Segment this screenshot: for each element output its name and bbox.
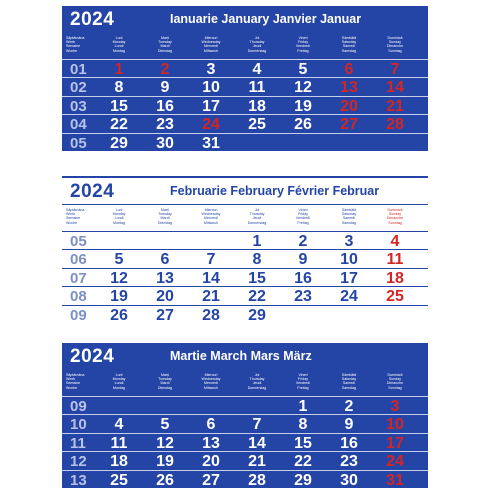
- year-label: 2024: [70, 181, 115, 202]
- week-row: [62, 96, 428, 116]
- day-cell: 10: [202, 79, 220, 97]
- day-cell: 19: [294, 97, 312, 115]
- day-cell: 2: [298, 233, 308, 250]
- day-cell: 9: [344, 416, 354, 434]
- day-cell: 25: [248, 116, 266, 134]
- week-row: [62, 268, 428, 288]
- day-cell: 24: [202, 116, 220, 134]
- month-name: Ianuarie January Janvier Januar: [170, 12, 362, 26]
- day-name-label: Vineri Friday Vendredi Freitag: [295, 373, 311, 390]
- day-cell: 16: [294, 269, 312, 287]
- day-cell: 11: [110, 434, 128, 452]
- day-name-label: Luni Monday Lundi Montag: [112, 208, 126, 225]
- week-number: 10: [70, 416, 87, 434]
- day-cell: 23: [340, 453, 358, 471]
- day-cell: 19: [156, 453, 174, 471]
- week-row: [62, 305, 428, 325]
- day-cell: 26: [110, 306, 128, 324]
- day-cell: 17: [340, 269, 358, 287]
- week-row: [62, 433, 428, 453]
- day-cell: 27: [156, 306, 174, 324]
- day-cell: 24: [340, 288, 358, 306]
- day-cell: 14: [202, 269, 220, 287]
- day-name-label: Miercuri Wednesday Mercredi Mittwoch: [201, 373, 221, 390]
- month-panel: [62, 6, 428, 151]
- day-name-label: Vineri Friday Vendredi Freitag: [295, 36, 311, 53]
- week-number: 04: [70, 116, 87, 134]
- week-row: [62, 249, 428, 269]
- day-cell: 3: [344, 233, 354, 250]
- day-cell: 18: [386, 269, 404, 287]
- week-row: [62, 59, 428, 79]
- month-header: [62, 343, 428, 369]
- day-cell: 31: [202, 134, 220, 152]
- week-row: [62, 414, 428, 434]
- day-cell: 23: [156, 116, 174, 134]
- week-number: 01: [70, 61, 87, 78]
- day-cell: 6: [206, 416, 216, 434]
- day-cell: 29: [248, 306, 266, 324]
- day-cell: 26: [294, 116, 312, 134]
- week-number: 13: [70, 471, 87, 489]
- day-cell: 12: [156, 434, 174, 452]
- week-number: 06: [70, 251, 87, 269]
- day-cell: 14: [248, 434, 266, 452]
- day-cell: 11: [386, 251, 404, 269]
- day-cell: 4: [114, 416, 124, 434]
- day-cell: 21: [386, 97, 404, 115]
- day-names-row: [62, 208, 428, 230]
- day-name-label: Joi Thursday Jeudi Donnerstag: [247, 208, 267, 225]
- day-cell: 18: [248, 97, 266, 115]
- week-number: 07: [70, 269, 87, 287]
- day-cell: 5: [298, 61, 308, 78]
- day-cell: 17: [202, 97, 220, 115]
- day-cell: 3: [206, 61, 216, 78]
- day-cell: 25: [386, 288, 404, 306]
- month-panel: [62, 343, 428, 488]
- day-cell: 11: [248, 79, 266, 97]
- day-cell: 13: [156, 269, 174, 287]
- month-header: [62, 178, 428, 205]
- day-names-row: [62, 373, 428, 395]
- day-cell: 9: [160, 79, 170, 97]
- day-cell: 26: [156, 471, 174, 489]
- day-cell: 21: [202, 288, 220, 306]
- day-cell: 19: [110, 288, 128, 306]
- week-row: [62, 286, 428, 306]
- day-cell: 12: [110, 269, 128, 287]
- day-cell: 7: [206, 251, 216, 269]
- day-cell: 20: [340, 97, 358, 115]
- day-cell: 22: [110, 116, 128, 134]
- month-name: Martie March Mars März: [170, 349, 312, 363]
- day-cell: 20: [202, 453, 220, 471]
- day-name-label: Marți Tuesday Mardi Dienstag: [157, 373, 173, 390]
- day-name-label: Marți Tuesday Mardi Dienstag: [157, 36, 173, 53]
- day-name-label: Săptămâna Week Semaine Woche: [66, 36, 85, 53]
- day-cell: 15: [248, 269, 266, 287]
- day-cell: 1: [298, 398, 308, 415]
- week-number: 03: [70, 97, 87, 115]
- day-name-label: Duminică Sunday Dimanche Sonntag: [386, 208, 404, 225]
- day-name-label: Duminică Sunday Dimanche Sonntag: [386, 373, 404, 390]
- day-cell: 2: [160, 61, 170, 78]
- day-cell: 29: [110, 134, 128, 152]
- month-name: Februarie February Février Februar: [170, 184, 380, 198]
- day-cell: 21: [248, 453, 266, 471]
- day-cell: 8: [252, 251, 262, 269]
- week-number: 05: [70, 134, 87, 152]
- week-row: [62, 396, 428, 416]
- day-name-label: Vineri Friday Vendredi Freitag: [295, 208, 311, 225]
- day-cell: 22: [294, 453, 312, 471]
- day-cell: 28: [386, 116, 404, 134]
- day-cell: 10: [340, 251, 358, 269]
- day-name-label: Săptămâna Week Semaine Woche: [66, 373, 85, 390]
- day-cell: 24: [386, 453, 404, 471]
- day-cell: 13: [340, 79, 358, 97]
- day-name-label: Sâmbătă Saturday Samedi Samstag: [341, 208, 357, 225]
- day-cell: 6: [344, 61, 354, 78]
- day-name-label: Joi Thursday Jeudi Donnerstag: [247, 36, 267, 53]
- day-name-label: Duminică Sunday Dimanche Sonntag: [386, 36, 404, 53]
- day-cell: 13: [202, 434, 220, 452]
- day-name-label: Miercuri Wednesday Mercredi Mittwoch: [201, 36, 221, 53]
- week-row: [62, 114, 428, 134]
- day-cell: 7: [252, 416, 262, 434]
- year-label: 2024: [70, 346, 115, 367]
- day-cell: 4: [390, 233, 400, 250]
- day-cell: 27: [202, 471, 220, 489]
- day-cell: 15: [294, 434, 312, 452]
- day-name-label: Sâmbătă Saturday Samedi Samstag: [341, 373, 357, 390]
- day-name-label: Joi Thursday Jeudi Donnerstag: [247, 373, 267, 390]
- week-row: [62, 451, 428, 471]
- day-cell: 5: [114, 251, 124, 269]
- day-cell: 8: [114, 79, 124, 97]
- day-cell: 28: [202, 306, 220, 324]
- year-label: 2024: [70, 9, 115, 30]
- day-cell: 25: [110, 471, 128, 489]
- week-row: [62, 231, 428, 251]
- day-name-label: Marți Tuesday Mardi Dienstag: [157, 208, 173, 225]
- day-name-label: Săptămâna Week Semaine Woche: [66, 208, 85, 225]
- day-cell: 4: [252, 61, 262, 78]
- day-cell: 29: [294, 471, 312, 489]
- week-row: [62, 77, 428, 97]
- day-cell: 7: [390, 61, 400, 78]
- day-name-label: Sâmbătă Saturday Samedi Samstag: [341, 36, 357, 53]
- week-row: [62, 470, 428, 490]
- day-cell: 1: [114, 61, 124, 78]
- day-name-label: Luni Monday Lundi Montag: [112, 373, 126, 390]
- week-row: [62, 133, 428, 153]
- day-cell: 30: [156, 134, 174, 152]
- day-cell: 12: [294, 79, 312, 97]
- day-cell: 3: [390, 398, 400, 415]
- day-cell: 5: [160, 416, 170, 434]
- day-cell: 2: [344, 398, 354, 415]
- day-cell: 23: [294, 288, 312, 306]
- week-number: 11: [70, 434, 86, 452]
- day-name-label: Miercuri Wednesday Mercredi Mittwoch: [201, 208, 221, 225]
- day-cell: 31: [386, 471, 404, 489]
- day-cell: 18: [110, 453, 128, 471]
- week-number: 02: [70, 79, 87, 97]
- day-cell: 16: [156, 97, 174, 115]
- week-number: 08: [70, 288, 87, 306]
- day-cell: 1: [252, 233, 262, 250]
- week-number: 09: [70, 306, 87, 324]
- day-cell: 17: [386, 434, 404, 452]
- day-cell: 6: [160, 251, 170, 269]
- day-cell: 16: [340, 434, 358, 452]
- day-cell: 27: [340, 116, 358, 134]
- day-cell: 8: [298, 416, 308, 434]
- month-panel: [62, 176, 428, 324]
- week-number: 12: [70, 453, 87, 471]
- week-number: 05: [70, 233, 87, 250]
- month-header: [62, 6, 428, 32]
- day-cell: 30: [340, 471, 358, 489]
- day-cell: 14: [386, 79, 404, 97]
- day-cell: 10: [386, 416, 404, 434]
- day-cell: 15: [110, 97, 128, 115]
- day-cell: 28: [248, 471, 266, 489]
- day-cell: 22: [248, 288, 266, 306]
- week-number: 09: [70, 398, 87, 415]
- day-name-label: Luni Monday Lundi Montag: [112, 36, 126, 53]
- day-cell: 20: [156, 288, 174, 306]
- day-names-row: [62, 36, 428, 58]
- day-cell: 9: [298, 251, 308, 269]
